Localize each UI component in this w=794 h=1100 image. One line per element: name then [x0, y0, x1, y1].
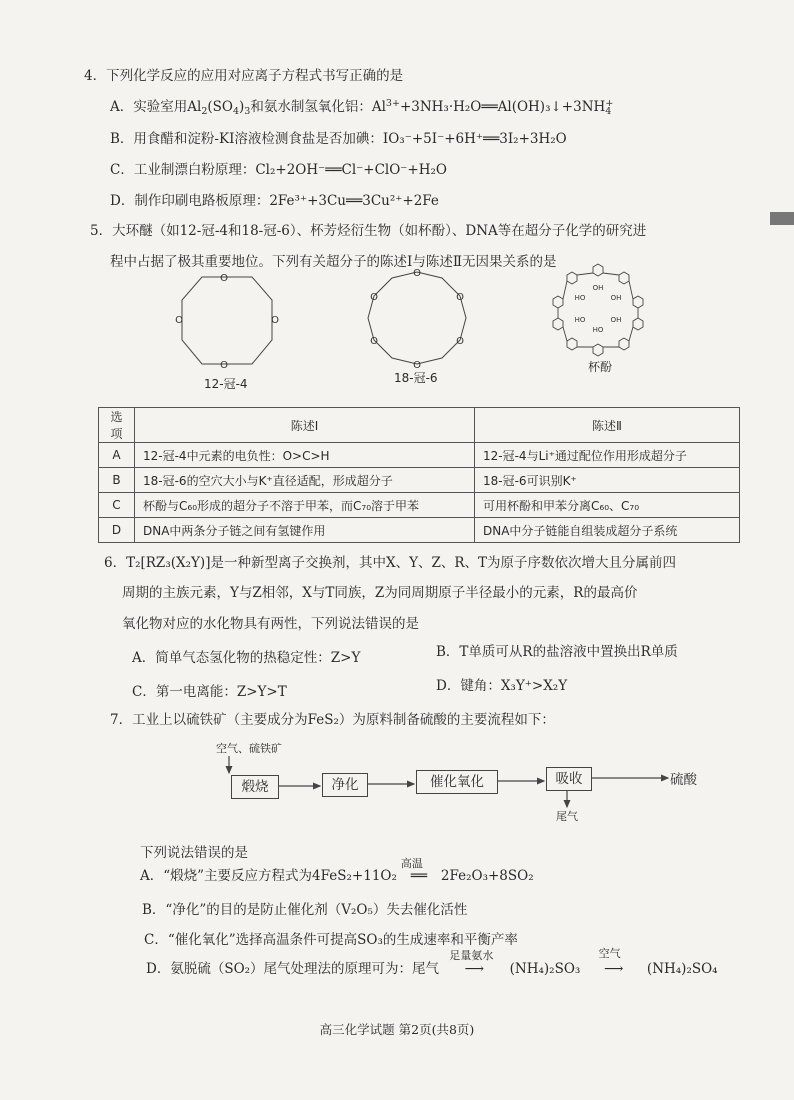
atom-label: O [370, 292, 378, 303]
fig-caption-calixarene: 杯酚 [588, 360, 613, 374]
fig-caption-18-crown-6: 18-冠-6 [394, 371, 438, 385]
q6-option-d: D．键角：X₃Y⁺>X₂Y [436, 678, 568, 694]
atom-label: O [456, 292, 464, 303]
flow-step-calcination: 煅烧 [231, 775, 279, 799]
svg-text:OH: OH [610, 316, 622, 324]
svg-text:HO: HO [574, 294, 586, 302]
svg-text:HO: HO [574, 316, 586, 324]
statement-2-cell: 12-冠-4与Li⁺通过配位作用形成超分子 [475, 443, 740, 468]
atom-label: O [220, 360, 228, 371]
q4-option-b: B．用食醋和淀粉-KI溶液检测食盐是否加碘：IO₃⁻+5I⁻+6H⁺══3I₂+3H₂O [110, 131, 567, 147]
q7-option-c: C．“催化氧化”选择高温条件可提高SO₃的生成速率和平衡产率 [144, 932, 518, 948]
q6-stem-line1: 6．T₂[RZ₃(X₂Y)]是一种新型离子交换剂，其中X、Y、Z、R、T为原子序数依次增大且分属前四 [104, 555, 677, 571]
q5-stem-line2: 程中占据了极其重要地位。下列有关超分子的陈述Ⅰ与陈述Ⅱ无因果关系的是 [110, 254, 557, 270]
q7-option-d: D．氨脱硫（SO₂）尾气处理法的原理可为：尾气 足量氨水 ⟶ (NH₄)₂SO₃ 空气 ⟶ (NH₄)₂SO₄ [146, 947, 718, 977]
statement-2-cell: 可用杯酚和甲苯分离C₆₀、C₇₀ [475, 493, 740, 518]
q6-stem-line2: 周期的主族元素，Y与Z相邻，X与T同族，Z为同周期原子半径最小的元素，R的最高价 [122, 585, 638, 601]
option-cell: D [99, 518, 135, 543]
q7-question: 下列说法错误的是 [140, 845, 248, 861]
fig-caption-12-crown-4: 12-冠-4 [204, 377, 248, 391]
q7-option-a: A．“煅烧”主要反应方程式为4FeS₂+11O₂ 高温 ══ 2Fe₂O₃+8SO₂ [140, 857, 534, 884]
q4-option-a: A．实验室用$Al_2(SO_4)_3$和氨水制氢氧化铝：$Al^{3+}+3NH_3\cdot H_2O══Al(OH)_3↓+3NH_4^+$ [110, 98, 614, 117]
table-header: 选项 [99, 408, 135, 443]
statement-1-cell: DNA中两条分子链之间有氢键作用 [135, 518, 475, 543]
atom-label: O [175, 315, 183, 326]
table-header: 陈述Ⅰ [135, 408, 475, 443]
statement-2-cell: DNA中分子链能自组装成超分子系统 [475, 518, 740, 543]
q6-option-b: B．T单质可从R的盐溶液中置换出R单质 [436, 644, 678, 660]
q7-option-b: B．“净化”的目的是防止催化剂（V₂O₅）失去催化活性 [142, 902, 468, 918]
svg-text:OH: OH [592, 284, 604, 292]
flow-step-purification: 净化 [322, 773, 368, 797]
statement-2-cell: 18-冠-6可识别K⁺ [475, 468, 740, 493]
flow-step-absorption: 吸收 [546, 767, 592, 791]
statement-1-cell: 杯酚与C₆₀形成的超分子不溶于甲苯，而C₇₀溶于甲苯 [135, 493, 475, 518]
flow-tail-gas-label: 尾气 [556, 810, 578, 823]
q6-option-a: A．简单气态氢化物的热稳定性：Z>Y [132, 650, 361, 666]
flow-step-catalytic-oxidation: 催化氧化 [416, 770, 498, 794]
statement-1-cell: 12-冠-4中元素的电负性：O>C>H [135, 443, 475, 468]
page-footer: 高三化学试题 第2页(共8页) [319, 1022, 475, 1037]
atom-label: O [220, 273, 228, 284]
option-cell: C [99, 493, 135, 518]
atom-label: O [413, 360, 421, 368]
atom-label: O [413, 268, 421, 279]
svg-text:OH: OH [610, 294, 622, 302]
q5-stem-line1: 5．大环醚（如12-冠-4和18-冠-6）、杯芳烃衍生物（如杯酚）、DNA等在超分子化学的研究进 [90, 223, 647, 239]
option-cell: B [99, 468, 135, 493]
option-cell: A [99, 443, 135, 468]
svg-text:HO: HO [592, 326, 604, 334]
statement-1-cell: 18-冠-6的空穴大小与K⁺直径适配，形成超分子 [135, 468, 475, 493]
q6-stem-line3: 氧化物对应的水化物具有两性，下列说法错误的是 [122, 616, 419, 632]
flow-product-label: 硫酸 [670, 772, 697, 788]
q4-option-c: C．工业制漂白粉原理：Cl₂+2OH⁻══Cl⁻+ClO⁻+H₂O [110, 162, 447, 178]
flow-input-label: 空气、硫铁矿 [216, 742, 282, 755]
atom-label: O [370, 336, 378, 347]
q6-option-c: C．第一电离能：Z>Y>T [132, 684, 287, 700]
atom-label: O [271, 315, 279, 326]
q4-option-d: D．制作印刷电路板原理：2Fe³⁺+3Cu══3Cu²⁺+2Fe [110, 193, 439, 209]
table-header: 陈述Ⅱ [475, 408, 740, 443]
q4-stem: 4．下列化学反应的应用对应离子方程式书写正确的是 [84, 68, 404, 84]
atom-label: O [456, 336, 464, 347]
q7-stem: 7．工业上以硫铁矿（主要成分为FeS₂）为原料制备硫酸的主要流程如下： [110, 712, 555, 728]
